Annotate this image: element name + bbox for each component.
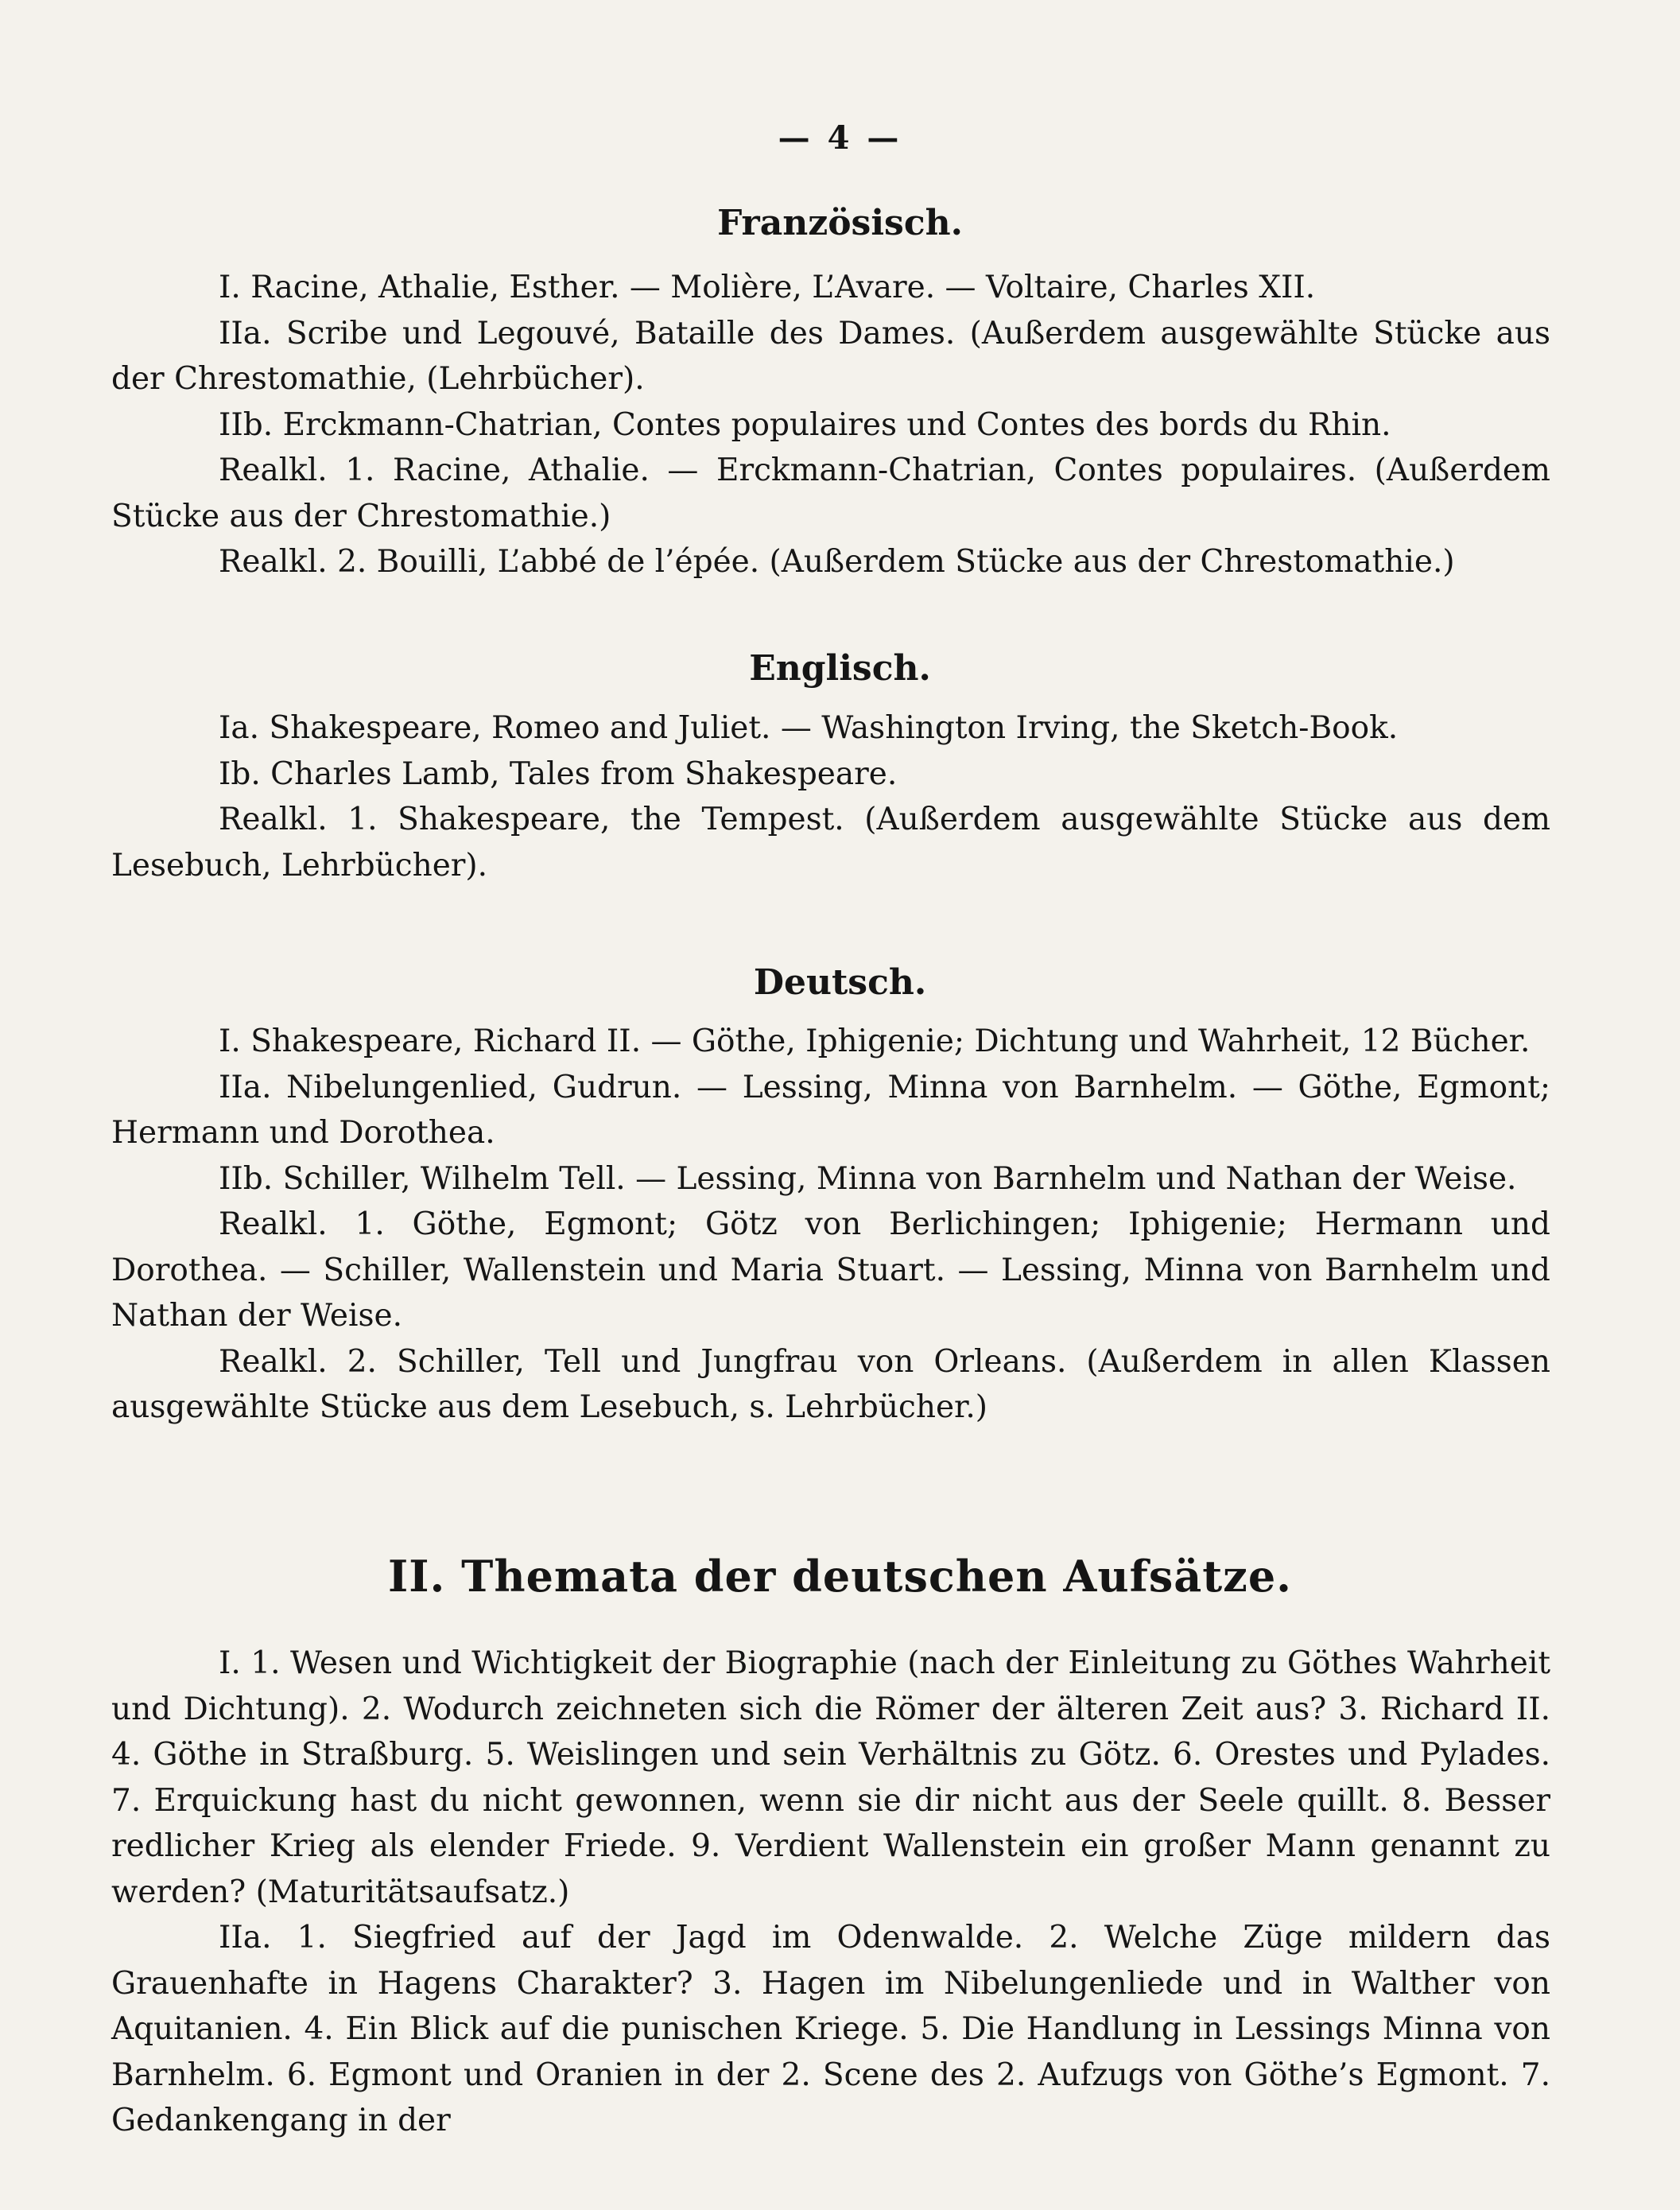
text-line: Ib. Charles Lamb, Tales from Shakespeare. xyxy=(219,755,898,792)
text-line: IIa. Nibelungenlied, Gudrun. — Lessing, Minna von Barnhelm. — Göthe, Egmont; Hermann und Dorothea. xyxy=(111,1069,1550,1151)
section-title-french: Französisch. xyxy=(717,203,963,243)
text-line: Realkl. 1. Racine, Athalie. — Erckmann-Chatrian, Contes populaires. (Außerdem Stücke aus der Chrestomathie.) xyxy=(111,452,1550,534)
section-english-body xyxy=(111,705,1550,888)
text-line: IIb. Schiller, Wilhelm Tell. — Lessing, Minna von Barnhelm und Nathan der Weise. xyxy=(219,1160,1517,1197)
section-french-body xyxy=(111,265,1550,585)
text-line: Realkl. 1. Göthe, Egmont; Götz von Berlichingen; Iphigenie; Hermann und Dorothea. — Schiller, Wallenstein und Maria Stuart. — Lessing, Minna von Barnhelm und Nathan der Weise. xyxy=(111,1206,1550,1334)
text-line: Realkl. 2. Schiller, Tell und Jungfrau von Orleans. (Außerdem in allen Klassen ausgewählte Stücke aus dem Lesebuch, s. Lehrbücher.) xyxy=(111,1343,1550,1425)
text-line: IIa. 1. Siegfried auf der Jagd im Odenwalde. 2. Welche Züge mildern das Grauenhafte in Hagens Charakter? 3. Hagen im Nibelungenliede und in Walther von Aquitanien. 4. Ein Blick auf die punischen Kriege. 5. Die Handlung in Lessings Minna von Barnhelm. 6. Egmont und Oranien in der 2. Scene des 2. Aufzugs von Göthe’s Egmont. 7. Gedankengang in der xyxy=(111,1920,1550,2138)
text-line: Ia. Shakespeare, Romeo and Juliet. — Washington Irving, the Sketch-Book. xyxy=(219,710,1399,746)
text-line: I. Shakespeare, Richard II. — Göthe, Iphigenie; Dichtung und Wahrheit, 12 Bücher. xyxy=(219,1023,1531,1059)
section-essay-topics-body xyxy=(111,1641,1550,2144)
section-german-body xyxy=(111,1019,1550,1431)
text-line: IIb. Erckmann-Chatrian, Contes populaires und Contes des bords du Rhin. xyxy=(219,406,1391,443)
section-title-english: Englisch. xyxy=(749,648,931,689)
text-line: IIa. Scribe und Legouvé, Bataille des Dames. (Außerdem ausgewählte Stücke aus der Chrestomathie, (Lehrbücher). xyxy=(111,315,1550,397)
section-title-essay-topics: II. Themata der deutschen Aufsätze. xyxy=(388,1551,1292,1602)
text-line: Realkl. 1. Shakespeare, the Tempest. (Außerdem ausgewählte Stücke aus dem Lesebuch, Lehrbücher). xyxy=(111,802,1550,884)
text-line: I. 1. Wesen und Wichtigkeit der Biographie (nach der Einleitung zu Göthes Wahrheit und Dichtung). 2. Wodurch zeichneten sich die Römer der älteren Zeit aus? 3. Richard II. 4. Göthe in Straßburg. 5. Weislingen und sein Verhältnis zu Götz. 6. Orestes und Pylades. 7. Erquickung hast du nicht gewonnen, wenn sie dir nicht aus der Seele quillt. 8. Besser redlicher Krieg als elender Friede. 9. Verdient Wallenstein ein großer Mann genannt zu werden? (Maturitätsaufsatz.) xyxy=(111,1645,1550,1910)
text-line: I. Racine, Athalie, Esther. — Molière, L’Avare. — Voltaire, Charles XII. xyxy=(219,270,1316,305)
text-line: Realkl. 2. Bouilli, L’abbé de l’épée. (Außerdem Stücke aus der Chrestomathie.) xyxy=(219,544,1455,580)
section-title-german: Deutsch. xyxy=(753,962,927,1003)
page-number: — 4 — xyxy=(778,119,902,157)
